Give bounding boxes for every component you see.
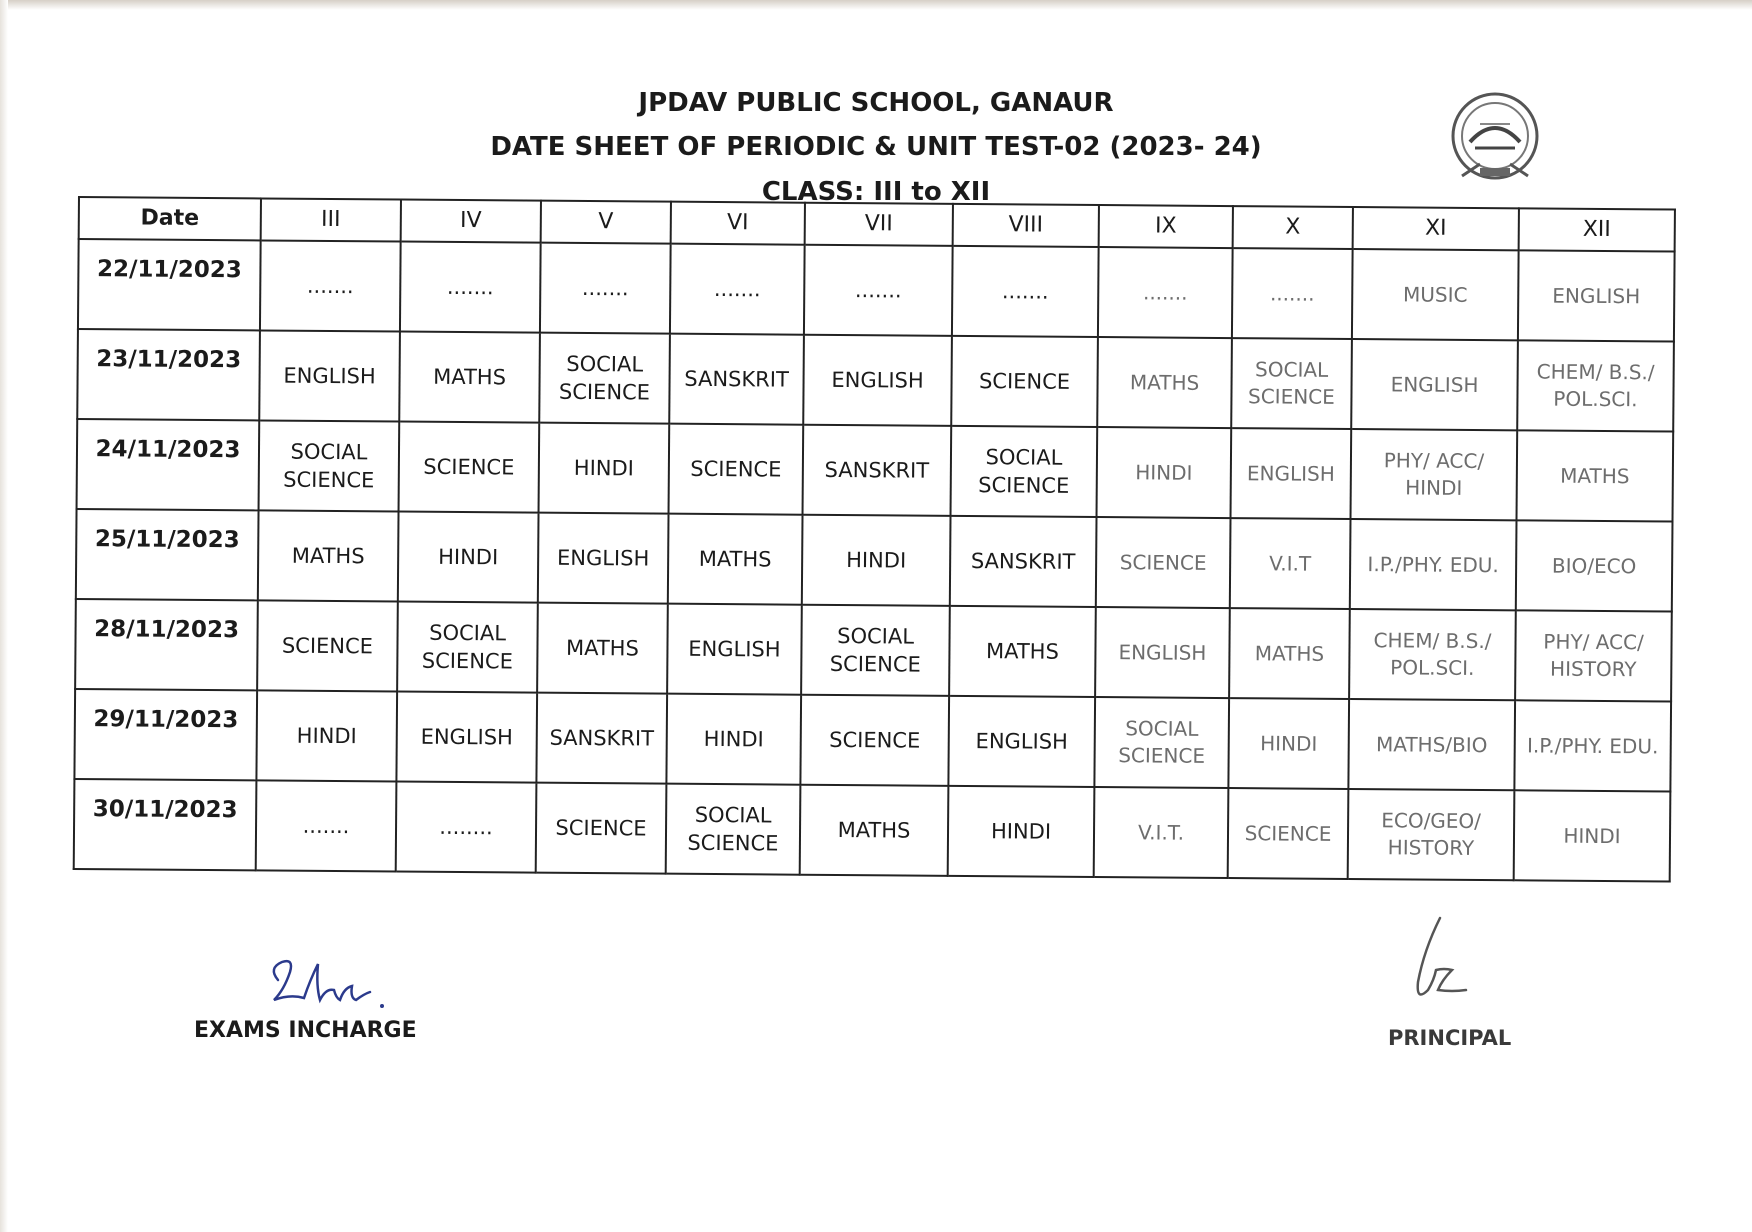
subject-cell: MATHS — [1229, 608, 1350, 699]
subject-cell: V.I.T. — [1094, 787, 1229, 878]
date-cell: 22/11/2023 — [78, 239, 261, 330]
subject-cell: MATHS — [668, 514, 803, 605]
subject-cell: ENGLISH — [948, 696, 1095, 787]
column-header-class: XI — [1353, 207, 1519, 250]
subject-cell: ECO/GEO/ HISTORY — [1348, 789, 1515, 880]
subject-cell: ....... — [804, 245, 953, 336]
subject-cell: SOCIAL SCIENCE — [397, 602, 538, 693]
date-cell: 28/11/2023 — [75, 599, 258, 690]
handwritten-signature-icon — [260, 950, 410, 1020]
subject-cell: HINDI — [539, 423, 670, 514]
subject-cell: MATHS — [258, 510, 399, 601]
subject-cell: SCIENCE — [669, 424, 804, 515]
subject-cell: SOCIAL SCIENCE — [666, 784, 801, 875]
subject-cell: SCIENCE — [800, 695, 949, 786]
subject-cell: PHY/ ACC/ HISTORY — [1515, 610, 1672, 701]
datesheet-table — [73, 196, 1676, 883]
subject-cell: BIO/ECO — [1516, 520, 1673, 611]
subject-cell: MATHS — [1097, 337, 1232, 428]
subject-cell: ....... — [1098, 247, 1233, 338]
table-row — [75, 599, 1672, 702]
subject-cell: SANSKRIT — [536, 693, 667, 784]
table-body — [74, 239, 1675, 882]
subject-cell: ....... — [1232, 248, 1353, 339]
subject-cell: SOCIAL SCIENCE — [259, 420, 400, 511]
table-row — [74, 779, 1671, 882]
column-header-class: V — [541, 201, 671, 244]
subject-cell: ....... — [952, 246, 1099, 337]
subject-cell: SCIENCE — [536, 783, 667, 874]
column-header-class: VIII — [953, 204, 1099, 247]
column-header-class: X — [1233, 206, 1353, 249]
subject-cell: ....... — [670, 244, 805, 335]
subject-cell: SOCIAL SCIENCE — [539, 333, 670, 424]
subject-cell: MATHS — [949, 606, 1096, 697]
subject-cell: ENGLISH — [396, 692, 537, 783]
column-header-class: VI — [671, 202, 805, 245]
table-row — [77, 419, 1674, 522]
principal-label: PRINCIPAL — [1388, 1026, 1512, 1050]
subject-cell: SOCIAL SCIENCE — [951, 426, 1098, 517]
subject-cell: ENGLISH — [1518, 250, 1675, 341]
subject-cell: HINDI — [398, 512, 539, 603]
table-row — [78, 239, 1675, 342]
column-header-class: XII — [1519, 208, 1675, 251]
subject-cell: ENGLISH — [1231, 428, 1352, 519]
date-cell: 30/11/2023 — [74, 779, 257, 870]
table-row — [74, 689, 1671, 792]
exams-incharge-label: EXAMS INCHARGE — [194, 1018, 417, 1043]
subject-cell: ....... — [256, 780, 397, 871]
subject-cell: SCIENCE — [257, 600, 398, 691]
subject-cell: ENGLISH — [803, 335, 952, 426]
exams-incharge-signature-block — [190, 950, 430, 1070]
subject-cell: HINDI — [1097, 427, 1232, 518]
sheet-title: DATE SHEET OF PERIODIC & UNIT TEST-02 (2023- 24) — [490, 132, 1262, 162]
paper-top-edge — [0, 0, 1752, 10]
subject-cell: MATHS — [537, 603, 668, 694]
column-header-date: Date — [79, 197, 261, 240]
subject-cell: ENGLISH — [667, 604, 802, 695]
table-row — [77, 329, 1674, 432]
date-cell: 23/11/2023 — [77, 329, 260, 420]
subject-cell: SCIENCE — [951, 336, 1098, 427]
subject-cell: MATHS — [800, 785, 949, 876]
subject-cell: SCIENCE — [1096, 517, 1231, 608]
subject-cell: MATHS — [399, 332, 540, 423]
table-row — [76, 509, 1673, 612]
subject-cell: HINDI — [948, 786, 1095, 877]
column-header-class: III — [261, 198, 401, 241]
subject-cell: SANSKRIT — [803, 425, 952, 516]
column-header-class: VII — [805, 203, 953, 246]
school-emblem-icon — [1440, 84, 1550, 194]
subject-cell: I.P./PHY. EDU. — [1350, 519, 1517, 610]
subject-cell: PHY/ ACC/ HINDI — [1351, 429, 1518, 520]
subject-cell: CHEM/ B.S./ POL.SCI. — [1517, 340, 1674, 431]
subject-cell: ....... — [400, 242, 541, 333]
column-header-class: IV — [401, 200, 541, 243]
date-cell: 24/11/2023 — [77, 419, 260, 510]
principal-signature-block — [1380, 910, 1580, 1060]
class-range: CLASS: III to XII — [761, 177, 991, 207]
subject-cell: CHEM/ B.S./ POL.SCI. — [1349, 609, 1516, 700]
subject-cell: MATHS/BIO — [1348, 699, 1515, 790]
subject-cell: HINDI — [1228, 698, 1349, 789]
subject-cell: MATHS — [1516, 430, 1673, 521]
subject-cell: ENGLISH — [538, 513, 669, 604]
handwritten-signature-icon — [1380, 910, 1500, 1020]
subject-cell: SCIENCE — [1228, 788, 1349, 879]
subject-cell: SOCIAL SCIENCE — [1231, 338, 1352, 429]
school-name: JPDAV PUBLIC SCHOOL, GANAUR — [638, 88, 1114, 118]
date-cell: 25/11/2023 — [76, 509, 259, 600]
subject-cell: ENGLISH — [1351, 339, 1518, 430]
subject-cell: ....... — [260, 240, 401, 331]
subject-cell: SOCIAL SCIENCE — [801, 605, 950, 696]
subject-cell: HINDI — [802, 515, 951, 606]
subject-cell: ENGLISH — [259, 330, 400, 421]
subject-cell: HINDI — [256, 690, 397, 781]
column-header-class: IX — [1099, 205, 1233, 248]
date-cell: 29/11/2023 — [74, 689, 257, 780]
datesheet-table-wrapper — [73, 196, 1674, 883]
subject-cell: ENGLISH — [1095, 607, 1230, 698]
subject-cell: SOCIAL SCIENCE — [1094, 697, 1229, 788]
subject-cell: MUSIC — [1352, 249, 1519, 340]
subject-cell: V.I.T — [1230, 518, 1351, 609]
subject-cell: ....... — [540, 243, 671, 334]
subject-cell: SCIENCE — [399, 422, 540, 513]
subject-cell: SANSKRIT — [669, 334, 804, 425]
subject-cell: I.P./PHY. EDU. — [1514, 700, 1671, 791]
subject-cell: ........ — [396, 782, 537, 873]
subject-cell: HINDI — [666, 694, 801, 785]
subject-cell: HINDI — [1514, 790, 1671, 881]
subject-cell: SANSKRIT — [950, 516, 1097, 607]
